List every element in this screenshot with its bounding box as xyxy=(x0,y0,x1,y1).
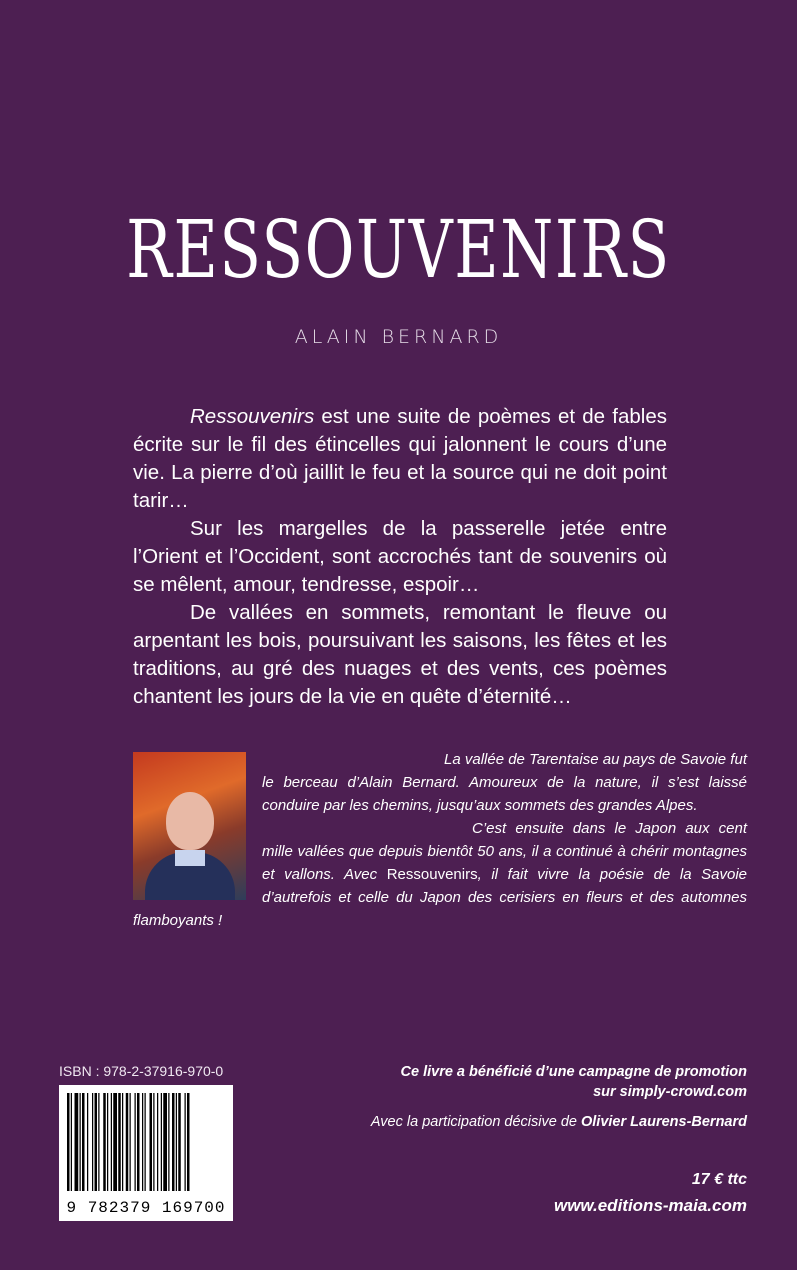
author-bio xyxy=(133,748,747,932)
partner-name: Olivier Laurens-Bernard xyxy=(581,1114,747,1130)
barcode-bar xyxy=(107,1093,108,1191)
barcode-bar xyxy=(185,1093,186,1191)
partner-prefix: Avec la participation décisive de xyxy=(370,1114,581,1130)
barcode-bar xyxy=(98,1093,99,1191)
publisher-website: www.editions-maia.com xyxy=(553,1196,747,1215)
barcode xyxy=(59,1085,233,1221)
author-photo xyxy=(133,752,246,900)
barcode-bar xyxy=(161,1093,162,1191)
barcode-bar xyxy=(118,1093,121,1191)
partner-credit xyxy=(287,1114,747,1130)
barcode-bar xyxy=(168,1093,169,1191)
barcode-bar xyxy=(157,1093,158,1191)
barcode-bar xyxy=(163,1093,167,1191)
barcode-bar xyxy=(176,1093,177,1191)
blurb-paragraph-3: De vallées en sommets, remontant le fleuve ou arpentant les bois, poursuivant les saisons, les fêtes et les traditions, au gré des nuages et des vents, ces poèmes chantent les jours de la vie en quête d’éternité… xyxy=(133,601,667,708)
blurb-text-1: est une suite de poèmes et de fables écrite sur le fil des étincelles qui jalonnent le cours d’une vie. La pierre d’où jaillit le feu et la source qui ne doit point tarir… xyxy=(133,405,667,512)
barcode-bar xyxy=(92,1093,93,1191)
author-name: ALAIN BERNARD xyxy=(294,326,503,348)
barcode-bar xyxy=(130,1093,131,1191)
barcode-bar xyxy=(82,1093,85,1191)
barcode-bar xyxy=(111,1093,112,1191)
barcode-bar xyxy=(126,1093,129,1191)
barcode-bar xyxy=(187,1093,190,1191)
barcode-bar xyxy=(145,1093,146,1191)
barcode-bar xyxy=(67,1093,70,1191)
price: 17 € ttc xyxy=(691,1171,747,1188)
barcode-bar xyxy=(172,1093,175,1191)
barcode-bar xyxy=(142,1093,143,1191)
barcode-bar xyxy=(75,1093,79,1191)
barcode-bar xyxy=(137,1093,140,1191)
bio-text-b: , il fait vivre la poésie de la Savoie d’autrefois et celle du Japon des cerisiers en fleurs et des automnes flamboyants ! xyxy=(133,866,747,929)
promo-line-1: Ce livre a bénéficié d’une campagne de promotion xyxy=(400,1064,747,1080)
book-blurb xyxy=(133,403,667,711)
barcode-bar xyxy=(71,1093,72,1191)
barcode-bar xyxy=(178,1093,181,1191)
promo-line-2: sur simply-crowd.com xyxy=(593,1084,747,1100)
promo-text xyxy=(327,1062,747,1102)
barcode-bar xyxy=(113,1093,117,1191)
barcode-bar xyxy=(95,1093,98,1191)
barcode-bar xyxy=(122,1093,123,1191)
blurb-paragraph-1 xyxy=(133,403,667,515)
barcode-bar xyxy=(135,1093,136,1191)
bio-book-title: Ressouvenirs xyxy=(386,866,478,883)
barcode-bar xyxy=(153,1093,154,1191)
barcode-bar xyxy=(150,1093,153,1191)
barcode-bar xyxy=(80,1093,81,1191)
barcode-bar xyxy=(103,1093,106,1191)
barcode-bars xyxy=(59,1085,233,1197)
barcode-bar xyxy=(87,1093,88,1191)
isbn-label: ISBN : 978-2-37916-970-0 xyxy=(59,1063,224,1079)
bio-paragraph-1: La vallée de Tarentaise au pays de Savoie fut le berceau d’Alain Bernard. Amoureux de la nature, il s’est laissé conduire par les chemins, jusqu’aux sommets des grandes Alpes. xyxy=(262,751,747,814)
barcode-digits: 9 782379 169700 xyxy=(66,1199,226,1217)
blurb-paragraph-2: Sur les margelles de la passerelle jetée entre l’Orient et l’Occident, sont accrochés tant de souvenirs où se mêlent, amour, tendresse, espoir… xyxy=(133,517,667,596)
bio-text-a: C’est ensuite dans le Japon aux cent mille vallées que depuis bientôt 50 ans, il a continué à chérir montagnes et vallons. Avec xyxy=(262,820,747,883)
book-title: RESSOUVENIRS xyxy=(126,203,671,296)
blurb-title-italic: Ressouvenirs xyxy=(190,405,315,428)
